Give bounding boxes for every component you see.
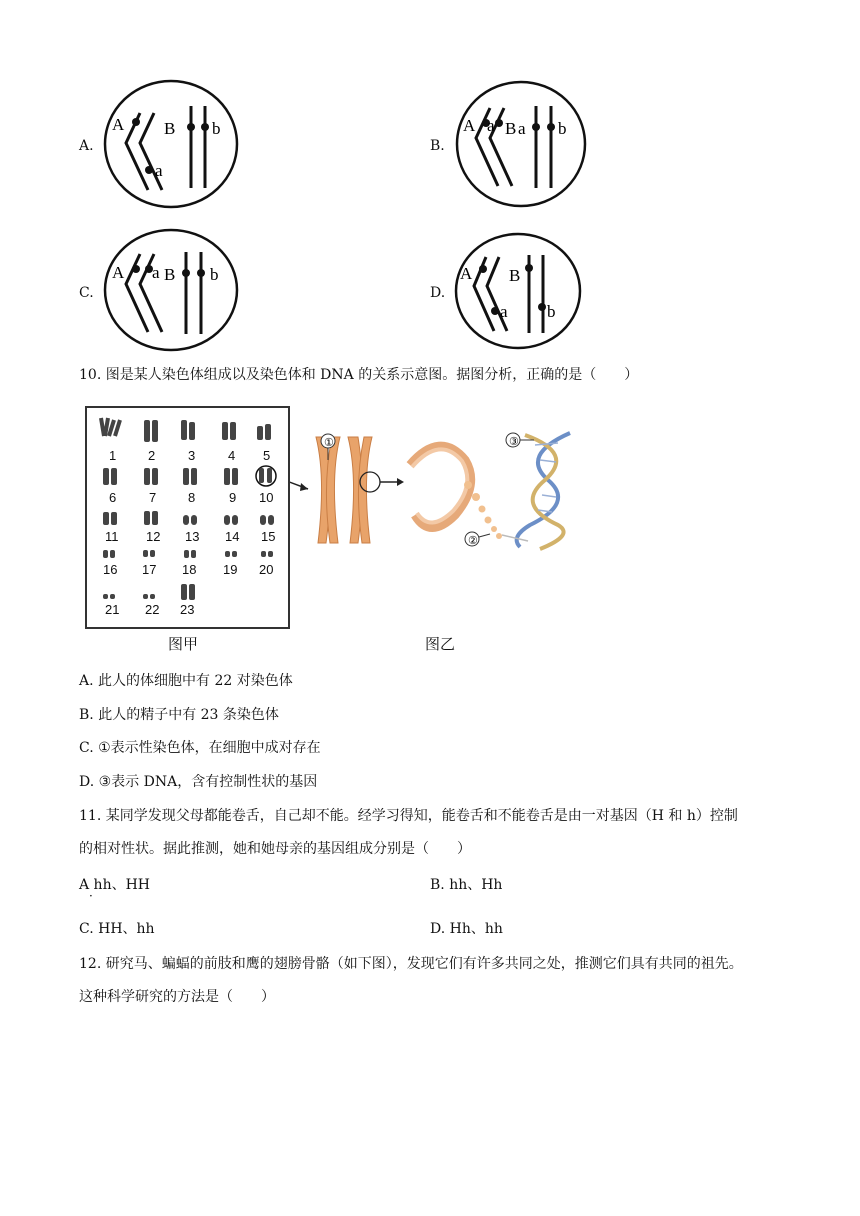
option-d-label[interactable]: D. <box>430 285 446 301</box>
allele-a: a <box>487 116 495 135</box>
allele-B: B <box>505 119 517 138</box>
allele-B: B <box>164 265 176 284</box>
allele-A: A <box>460 264 473 283</box>
karyo-num-8: 8 <box>188 490 196 505</box>
allele-B: B <box>164 119 176 138</box>
karyo-num-4: 4 <box>228 448 236 463</box>
karyo-num-18: 18 <box>182 562 197 577</box>
allele-b: b <box>210 265 219 284</box>
q11-option-a[interactable]: A hh、HH <box>79 877 151 893</box>
karyotype-figure <box>85 406 290 629</box>
cell-diagram-d <box>452 231 584 351</box>
figure-caption-yi: 图乙 <box>425 636 456 653</box>
karyo-num-11: 11 <box>105 529 119 544</box>
karyo-num-22: 22 <box>145 602 160 617</box>
cell-diagram-a <box>102 78 242 213</box>
option-a-label[interactable]: A. <box>79 138 94 154</box>
cell-diagram-c <box>102 226 242 356</box>
karyo-num-2: 2 <box>148 448 156 463</box>
karyotype-chromosomes <box>87 408 288 627</box>
allele-b: b <box>558 119 567 138</box>
karyo-num-14: 14 <box>225 529 240 544</box>
karyo-num-5: 5 <box>263 448 271 463</box>
karyo-num-17: 17 <box>142 562 157 577</box>
q10-option-d[interactable]: D. ③表示 DNA，含有控制性状的基因 <box>79 774 318 790</box>
q12-stem-line1: 12. 研究马、蝙蝠的前肢和鹰的翅膀骨骼（如下图），发现它们有许多共同之处，推测它们具有共同的祖先。 <box>79 956 743 972</box>
punctuation-dot: · <box>89 889 93 903</box>
karyo-num-6: 6 <box>109 490 117 505</box>
karyo-num-1: 1 <box>109 448 117 463</box>
q10-stem: 10. 图是某人染色体组成以及染色体和 DNA 的关系示意图。据图分析，正确的是（ ） <box>79 367 639 383</box>
allele-b: b <box>212 119 221 138</box>
allele-A: A <box>112 263 125 282</box>
q12-stem-line2: 这种科学研究的方法是（ ） <box>79 989 275 1005</box>
karyo-num-10: 10 <box>259 490 274 505</box>
karyo-num-23: 23 <box>180 602 195 617</box>
karyo-num-7: 7 <box>149 490 157 505</box>
q10-option-c[interactable]: C. ①表示性染色体，在细胞中成对存在 <box>79 740 321 756</box>
marker-1: ① <box>324 437 334 449</box>
q10-option-a[interactable]: A. 此人的体细胞中有 22 对染色体 <box>79 673 293 689</box>
chromosome-dna-figure <box>290 425 590 560</box>
karyo-num-12: 12 <box>146 529 161 544</box>
karyo-num-16: 16 <box>103 562 118 577</box>
karyo-num-15: 15 <box>261 529 276 544</box>
q11-stem-line2: 的相对性状。据此推测，她和她母亲的基因组成分别是（ ） <box>79 841 471 857</box>
q11-option-c[interactable]: C. HH、hh <box>79 921 155 937</box>
q11-stem-line1: 11. 某同学发现父母都能卷舌，自己却不能。经学习得知，能卷舌和不能卷舌是由一对基因（H 和 h）控制 <box>79 808 738 824</box>
allele-A: A <box>112 115 125 134</box>
q11-option-b[interactable]: B. hh、Hh <box>430 877 503 893</box>
karyo-num-3: 3 <box>188 448 196 463</box>
option-c-label[interactable]: C. <box>79 285 94 301</box>
marker-2: ② <box>468 535 478 547</box>
q11-option-d[interactable]: D. Hh、hh <box>430 921 503 937</box>
figure-caption-jia: 图甲 <box>168 636 199 653</box>
allele-a: a <box>500 302 508 321</box>
karyo-num-9: 9 <box>229 490 237 505</box>
allele-b: b <box>547 302 556 321</box>
karyo-num-21: 21 <box>105 602 120 617</box>
allele-a: a <box>152 263 160 282</box>
q10-option-b[interactable]: B. 此人的精子中有 23 条染色体 <box>79 707 279 723</box>
allele-B: B <box>509 266 521 285</box>
marker-3: ③ <box>509 436 519 448</box>
karyo-num-13: 13 <box>185 529 200 544</box>
option-b-label[interactable]: B. <box>430 138 445 154</box>
allele-a-2: a <box>518 119 526 138</box>
karyo-num-20: 20 <box>259 562 274 577</box>
allele-a: a <box>155 161 163 180</box>
allele-A: A <box>463 116 476 135</box>
karyo-num-19: 19 <box>223 562 238 577</box>
cell-diagram-b <box>452 78 592 213</box>
